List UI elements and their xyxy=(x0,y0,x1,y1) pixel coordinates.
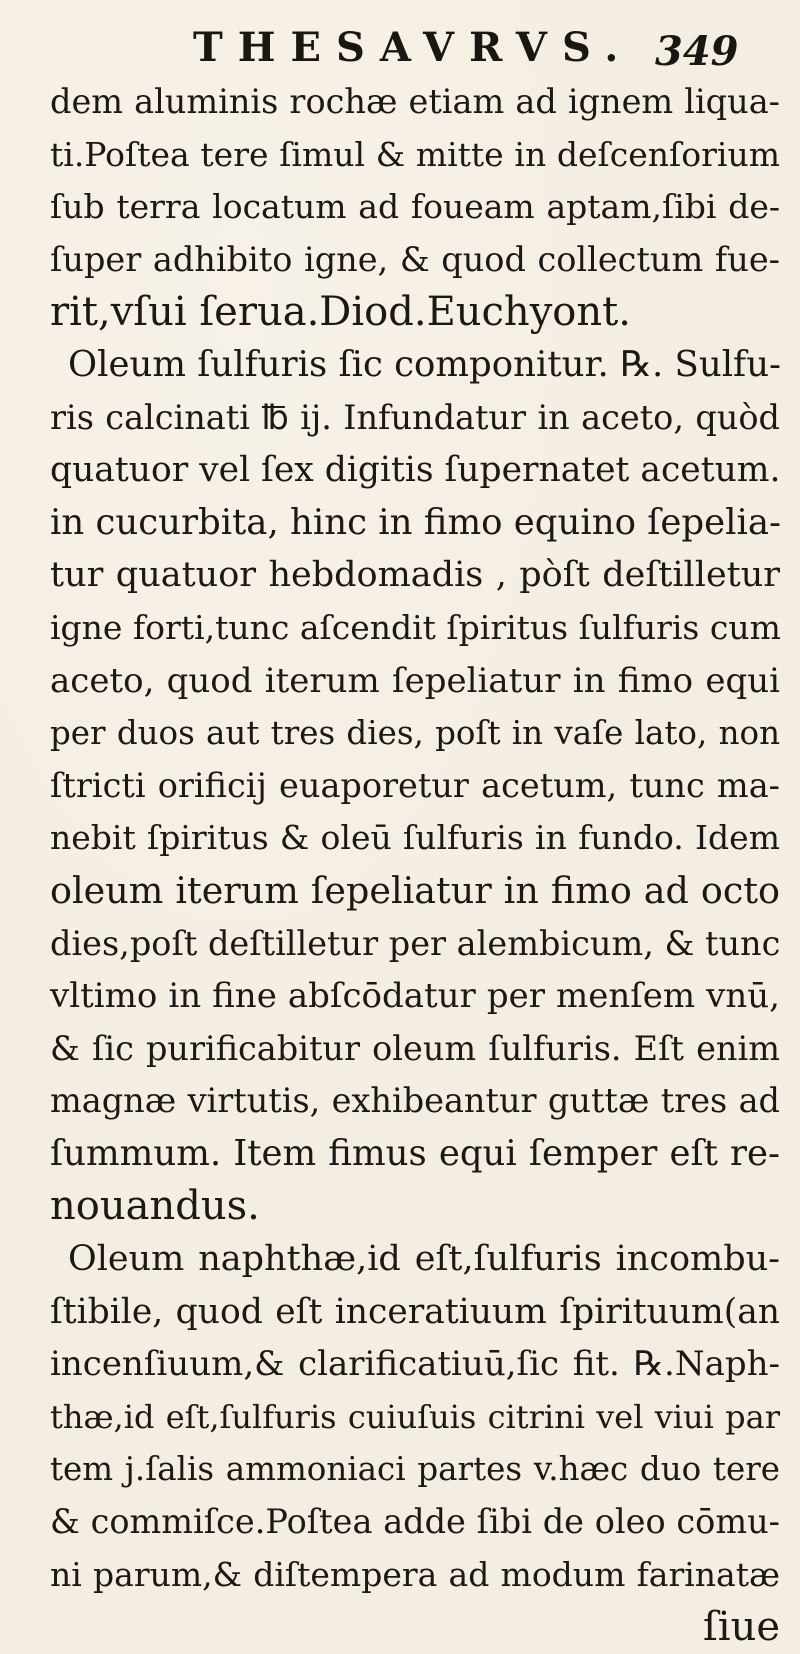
text-line: ſummum. Item fimus equi ſemper eſt re- xyxy=(50,1132,780,1174)
running-head xyxy=(0,22,800,75)
text-line: per duos aut tres dies, poſt in vaſe lato, non xyxy=(50,714,780,753)
text-line: rit,vſui ſerua.Diod.Euchyont. xyxy=(50,289,631,336)
text-line: tem j.ſalis ammoniaci partes v.hæc duo tere xyxy=(50,1450,780,1489)
paragraph-start-line: Oleum naphthæ,id eſt,ſulfuris incombu- xyxy=(68,1239,780,1280)
text-line: in cucurbita, hinc in fimo equino ſepelia- xyxy=(50,501,782,543)
text-line: igne forti,tunc aſcendit ſpiritus ſulfuris cum xyxy=(50,607,781,647)
text-line: & ſic purificabitur oleum ſulfuris. Eſt enim xyxy=(50,1028,780,1068)
text-line: tur quatuor hebdomadis , pòſt deſtilletur xyxy=(50,555,780,596)
paragraph-start-line: Oleum ſulfuris ſic componitur. ℞. Sulfu- xyxy=(68,343,782,385)
text-line: & commiſce.Poſtea adde ſibi de oleo cōmu- xyxy=(50,1502,780,1542)
text-line: nebit ſpiritus & oleū ſulfuris in fundo. Idem xyxy=(50,818,780,858)
text-line: dies,poſt deſtilletur per alembicum, & tunc xyxy=(50,923,781,963)
text-line: quatuor vel ſex digitis ſupernatet acetum. xyxy=(50,450,781,491)
running-title: THESAVRVS. xyxy=(193,24,634,71)
text-line: incenſiuum,& clarificatiuū,ſic fit. ℞.Naph- xyxy=(50,1344,780,1385)
body-text xyxy=(50,76,780,1654)
text-line: oleum iterum ſepeliatur in fimo ad octo xyxy=(50,868,780,912)
catchword: ſiue xyxy=(702,1604,780,1651)
text-line: nouandus. xyxy=(50,1183,260,1230)
text-line: ſub terra locatum ad foueam aptam,ſibi de- xyxy=(50,187,780,227)
text-line: ſtricti orificij euaporetur acetum, tunc ma- xyxy=(50,765,780,805)
text-line: aceto, quod iterum ſepeliatur in fimo equi xyxy=(50,660,780,701)
text-line: thæ,id eſt,ſulfuris cuiuſuis citrini vel viui par xyxy=(50,1397,780,1436)
text-line: ni parum,& diſtempera ad modum farinatæ xyxy=(50,1554,780,1594)
text-line: vltimo in fine abſcōdatur per menſem vnū, xyxy=(50,976,780,1017)
text-line: ſtibile, quod eſt inceratiuum ſpirituum(an xyxy=(50,1291,780,1332)
text-line: magnæ virtutis, exhibeantur guttæ tres ad xyxy=(50,1081,780,1121)
page-number: 349 xyxy=(655,28,739,75)
text-line: ſuper adhibito igne, & quod collectum fue- xyxy=(50,239,780,279)
text-line: ti.Poſtea tere ſimul & mitte in deſcenſorium xyxy=(50,134,780,174)
text-line: ris calcinati ℔ ij. Infundatur in aceto, quòd xyxy=(50,397,780,437)
text-line: dem aluminis rochæ etiam ad ignem liqua- xyxy=(50,82,780,121)
